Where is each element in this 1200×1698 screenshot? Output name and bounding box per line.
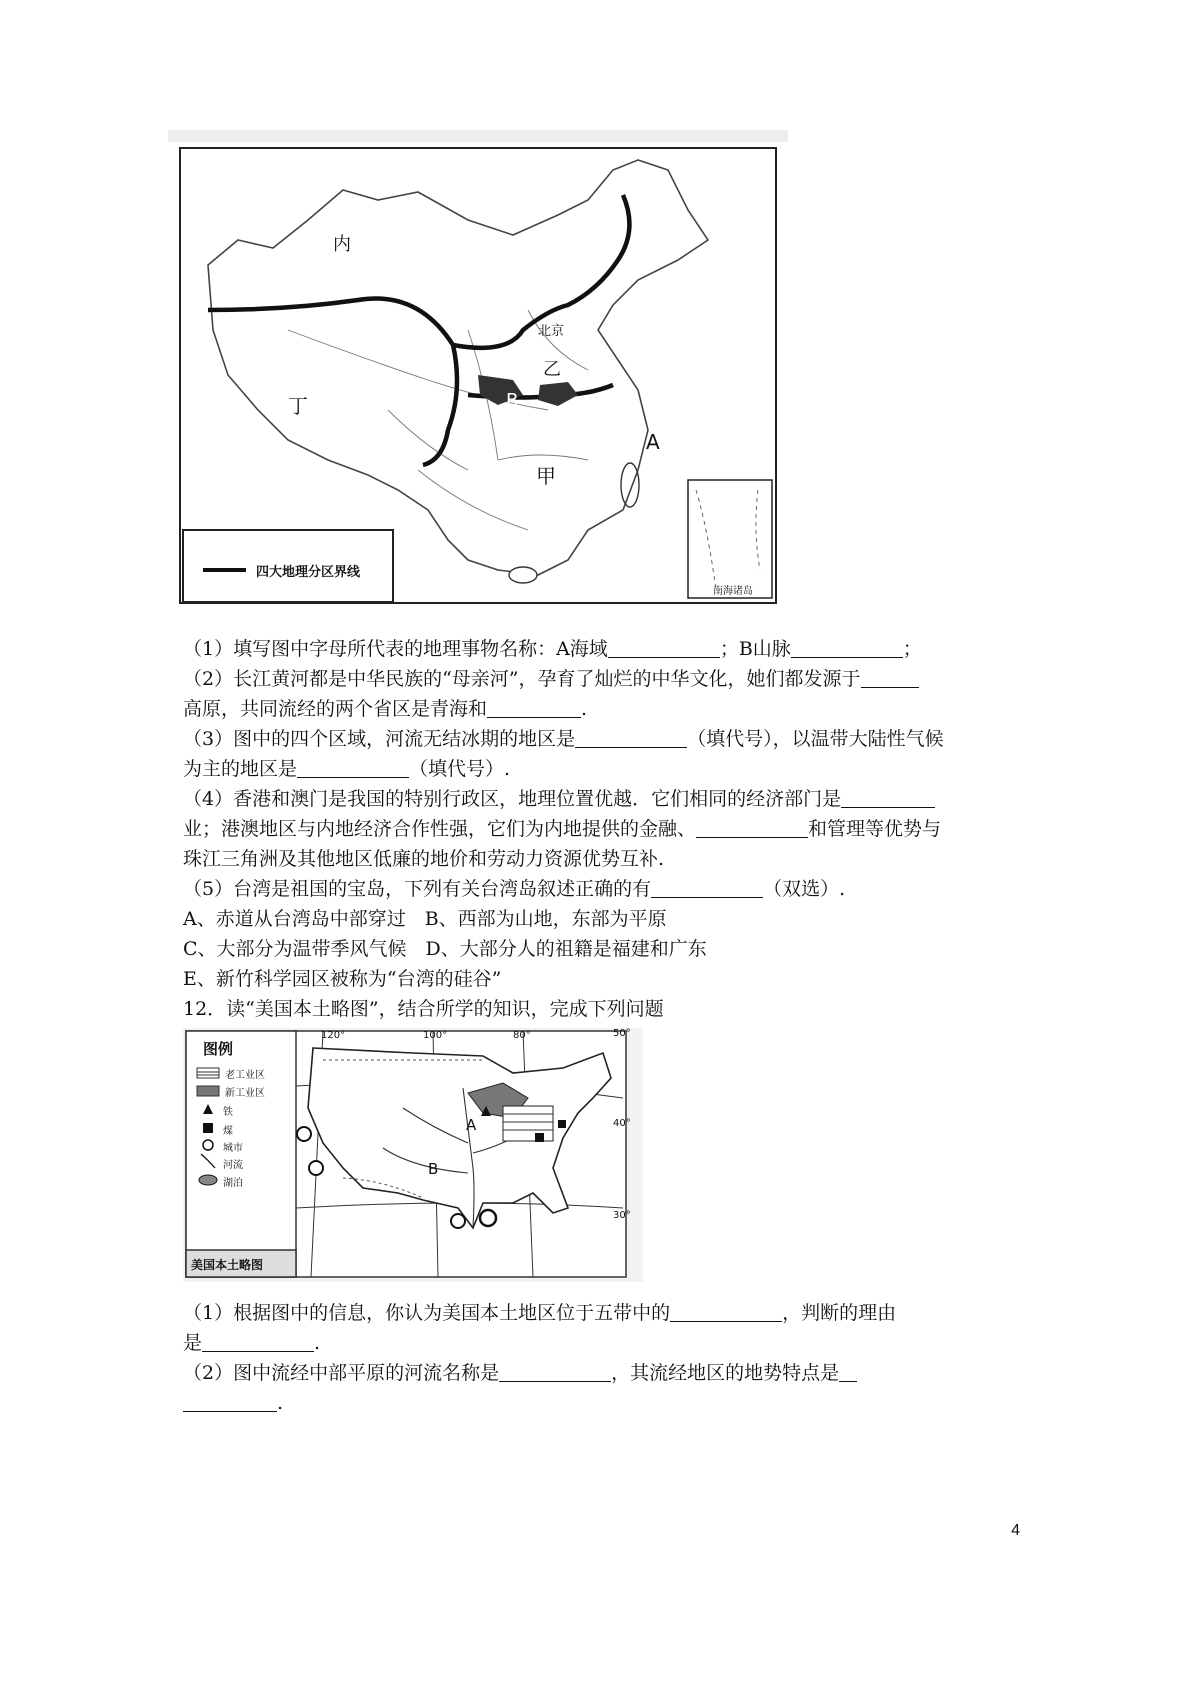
q12-title: 12．读“美国本土略图”，结合所学的知识，完成下列问题 xyxy=(183,998,664,1020)
us-point-b: B xyxy=(428,1160,439,1178)
us-legend-title: 图例 xyxy=(203,1040,234,1058)
q12-part1-line1: （1）根据图中的信息，你认为美国本土地区位于五带中的 ，判断的理由 xyxy=(183,1302,897,1324)
q11-part1: （1）填写图中字母所代表的地理事物名称：A海域 ；B山脉 ； xyxy=(183,638,922,660)
label-nei: 内 xyxy=(333,234,351,255)
label-b: B xyxy=(506,390,519,411)
label-beijing: 北京 xyxy=(538,324,565,339)
q12-part1-line2: 是 . xyxy=(183,1332,321,1354)
label-ding: 丁 xyxy=(288,394,308,418)
legend-coal: 煤 xyxy=(223,1126,233,1137)
answer-blank[interactable] xyxy=(575,727,687,748)
page-number: 4 xyxy=(1011,1522,1020,1539)
answer-blank[interactable] xyxy=(861,667,919,688)
lon-80: 80° xyxy=(513,1030,531,1041)
china-map-drawing xyxy=(168,130,788,610)
lon-120: 120° xyxy=(321,1030,346,1041)
q11-option-1: A、赤道从台湾岛中部穿过 B、西部为山地，东部为平原 xyxy=(183,908,667,930)
answer-blank[interactable] xyxy=(839,1361,857,1382)
q11-part5: （5）台湾是祖国的宝岛，下列有关台湾岛叙述正确的有 （双选）. xyxy=(183,878,846,900)
q12-part2-line1: （2）图中流经中部平原的河流名称是 ，其流经地区的地势特点是 xyxy=(183,1358,857,1388)
label-a: A xyxy=(646,430,660,454)
legend-old-industry: 老工业区 xyxy=(225,1070,265,1081)
q11-part4-line1: （4）香港和澳门是我国的特别行政区，地理位置优越．它们相同的经济部门是 xyxy=(183,784,935,814)
q11-part2-line1: （2）长江黄河都是中华民族的“母亲河”，孕育了灿烂的中华文化，她们都发源于 xyxy=(183,664,919,694)
label-yi: 乙 xyxy=(543,359,561,380)
q11-part4-line2: 业；港澳地区与内地经济合作性强，它们为内地提供的金融、 和管理等优势与 xyxy=(183,818,942,840)
q11-part2-line2: 高原，共同流经的两个省区是青海和 . xyxy=(183,698,588,720)
q12-part2-line2: . xyxy=(183,1388,283,1418)
q11-part3-line1: （3）图中的四个区域，河流无结冰期的地区是 （填代号），以温带大陆性气候 xyxy=(183,728,944,750)
lat-30: 30° xyxy=(613,1210,631,1221)
answer-blank[interactable] xyxy=(487,697,581,718)
lon-100: 100° xyxy=(423,1030,448,1041)
answer-blank[interactable] xyxy=(670,1301,782,1322)
answer-blank[interactable] xyxy=(202,1331,314,1352)
legend-new-industry: 新工业区 xyxy=(225,1088,265,1099)
label-jia: 甲 xyxy=(536,464,556,488)
legend-river: 河流 xyxy=(223,1160,243,1171)
answer-blank[interactable] xyxy=(608,637,720,658)
legend-city: 城市 xyxy=(223,1143,243,1154)
china-map xyxy=(168,130,788,610)
us-point-a: A xyxy=(466,1116,477,1134)
answer-blank[interactable] xyxy=(651,877,763,898)
answer-blank[interactable] xyxy=(183,1391,277,1412)
legend-iron: 铁 xyxy=(223,1107,233,1118)
answer-blank[interactable] xyxy=(499,1361,611,1382)
answer-blank[interactable] xyxy=(791,637,903,658)
q11-option-2: C、大部分为温带季风气候 D、大部分人的祖籍是福建和广东 xyxy=(183,938,707,960)
q11-part3-line2: 为主的地区是 （填代号）. xyxy=(183,758,511,780)
inset-label: 南海诸岛 xyxy=(713,586,753,597)
legend-lake: 湖泊 xyxy=(223,1178,243,1189)
lat-50: 50° xyxy=(613,1028,631,1039)
us-map xyxy=(183,1028,643,1282)
q11-part4-line3: 珠江三角洲及其他地区低廉的地价和劳动力资源优势互补. xyxy=(183,848,665,870)
answer-blank[interactable] xyxy=(696,817,808,838)
q11-option-3: E、新竹科学园区被称为“台湾的硅谷” xyxy=(183,968,502,990)
us-map-title: 美国本土略图 xyxy=(191,1258,264,1272)
china-map-legend-text: 四大地理分区界线 xyxy=(256,565,361,580)
answer-blank[interactable] xyxy=(297,757,409,778)
lat-40: 40° xyxy=(613,1118,631,1129)
answer-blank[interactable] xyxy=(841,787,935,808)
